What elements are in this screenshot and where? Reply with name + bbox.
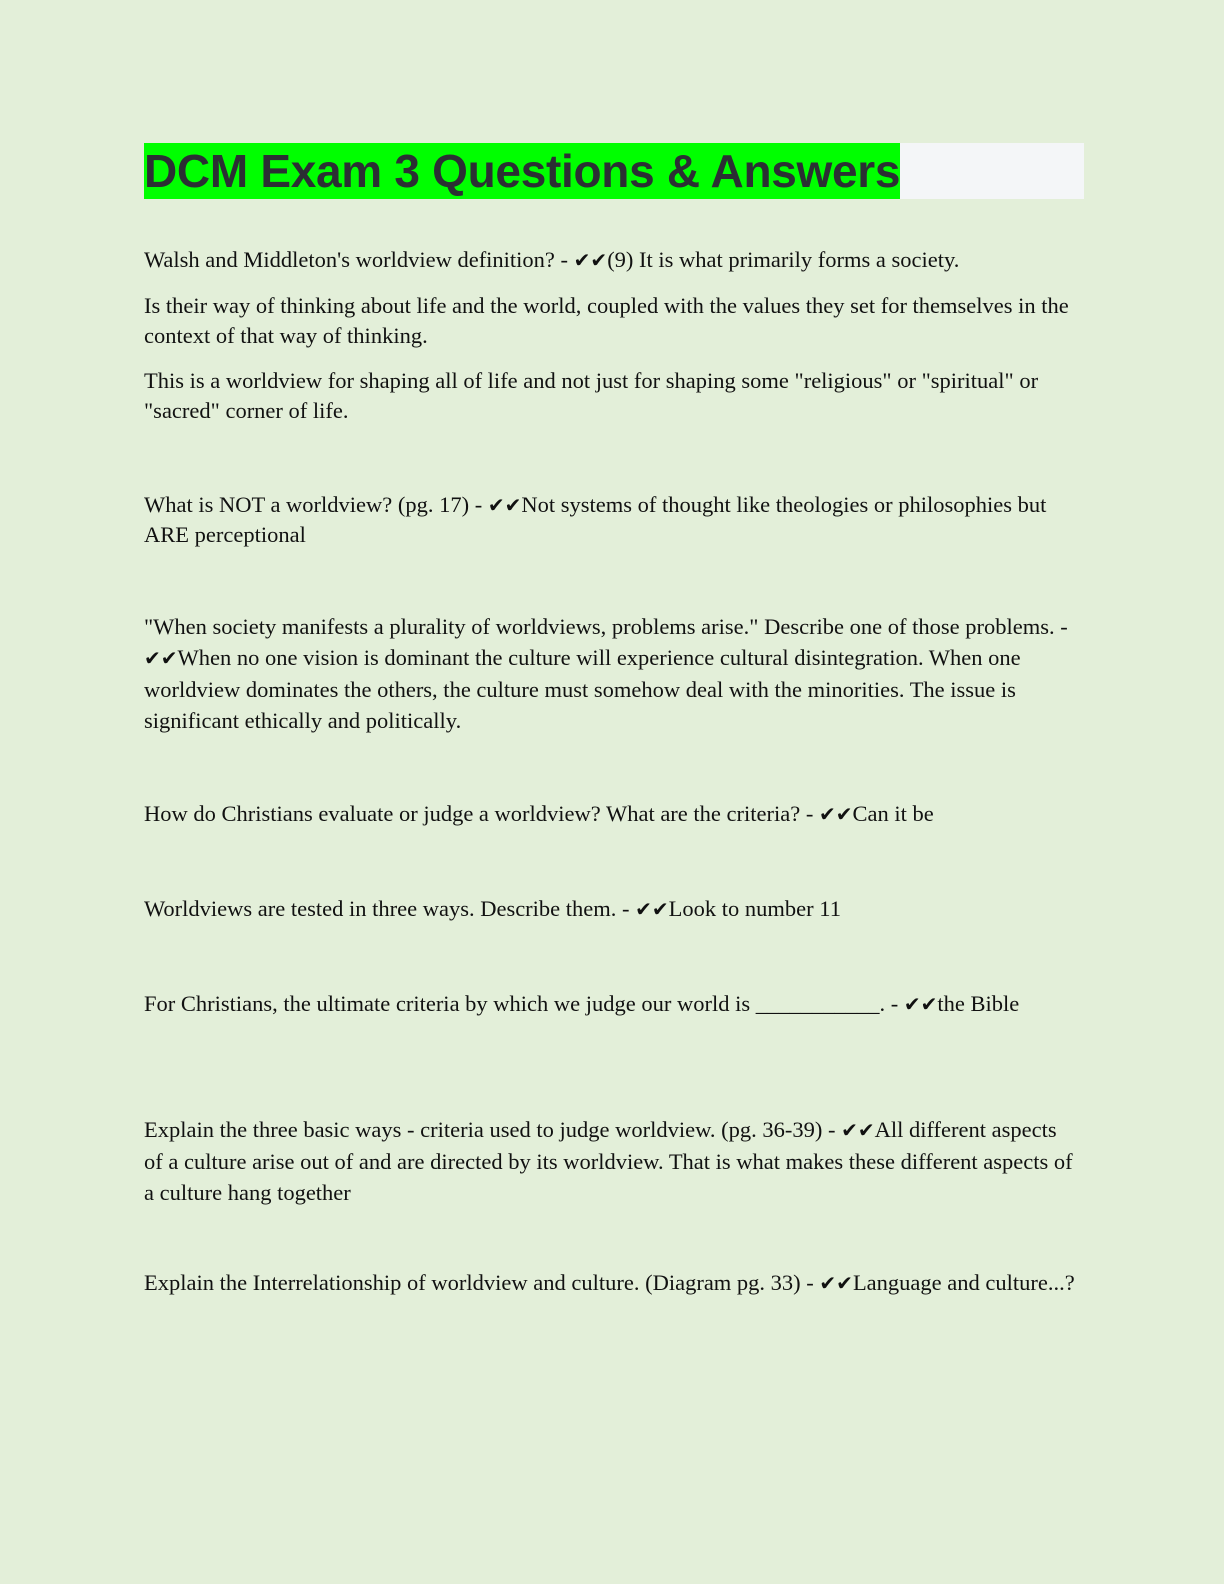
- checkmark-icon: ✔✔: [635, 897, 669, 921]
- qa-item-1-extra-2: This is a worldview for shaping all of life and not just for shaping some "religious" or "spiritual" or "sacred" corner of life.: [144, 368, 1039, 423]
- qa-item-5: [144, 894, 1079, 924]
- question-text: Explain the Interrelationship of worldview and culture. (Diagram pg. 33) -: [144, 1270, 820, 1295]
- answer-text: All different aspects of a culture arise out of and are directed by its worldview. That is what makes these different aspects of a culture hang together: [144, 1117, 1073, 1205]
- qa-item-1: [144, 245, 1079, 275]
- qa-item-1-extra-1: Is their way of thinking about life and the world, coupled with the values they set for themselves in the context of that way of thinking.: [144, 293, 1069, 348]
- checkmark-icon: ✔✔: [487, 493, 522, 517]
- answer-text: When no one vision is dominant the culture will experience cultural disintegration. When one worldview dominates the others, the culture must somehow deal with the minorities. The issue is significant ethically and politically.: [144, 645, 1021, 733]
- title-bar: [144, 143, 1084, 199]
- qa-item-6: [144, 989, 1079, 1019]
- checkmark-icon: ✔✔: [144, 646, 178, 670]
- qa-item-4: [144, 799, 1079, 829]
- answer-text: Can it be: [852, 801, 934, 826]
- qa-item-8: [144, 1268, 1079, 1298]
- checkmark-icon: ✔✔: [819, 1271, 853, 1295]
- question-text: What is NOT a worldview? (pg. 17) -: [144, 492, 488, 517]
- answer-text: Not systems of thought like theologies or philosophies but ARE perceptional: [144, 492, 1047, 547]
- question-text: "When society manifests a plurality of worldviews, problems arise." Describe one of those problems. -: [144, 614, 1068, 639]
- page-title: DCM Exam 3 Questions & Answers: [144, 145, 901, 197]
- answer-text: the Bible: [937, 991, 1020, 1016]
- answer-text: (9) It is what primarily forms a society.: [607, 247, 960, 272]
- checkmark-icon: ✔✔: [841, 1118, 875, 1142]
- answer-text: Look to number 11: [668, 896, 841, 921]
- qa-item-2: [144, 490, 1079, 550]
- question-text: Explain the three basic ways - criteria used to judge worldview. (pg. 36-39) -: [144, 1117, 842, 1142]
- question-text: For Christians, the ultimate criteria by which we judge our world is ___________. -: [144, 991, 904, 1016]
- question-text: How do Christians evaluate or judge a worldview? What are the criteria? -: [144, 801, 819, 826]
- checkmark-icon: ✔✔: [903, 992, 938, 1016]
- qa-item-7: [144, 1114, 1079, 1208]
- question-text: Worldviews are tested in three ways. Describe them. -: [144, 896, 636, 921]
- checkmark-icon: ✔✔: [573, 248, 608, 272]
- qa-item-3: [144, 611, 1079, 736]
- answer-text: Language and culture...?: [852, 1270, 1075, 1295]
- question-text: Walsh and Middleton's worldview definition? -: [144, 247, 574, 272]
- document-page: [144, 143, 1084, 199]
- checkmark-icon: ✔✔: [818, 802, 853, 826]
